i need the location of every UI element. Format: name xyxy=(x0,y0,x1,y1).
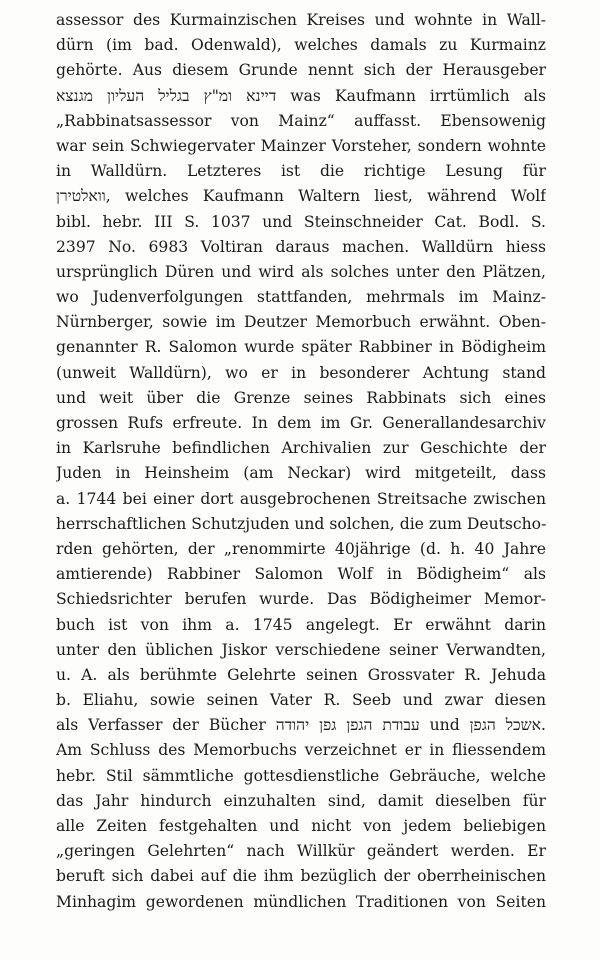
text-line: grossen Rufs erfreute. In dem im Gr. Generallandesarchiv xyxy=(56,414,546,432)
text-line: bibl. hebr. III S. 1037 und Steinschneider Cat. Bodl. S. xyxy=(56,212,546,231)
text-line: rden gehörten, der „renommirte 40jährige (d. h. 40 Jahre xyxy=(56,539,546,558)
text-line: gehörte. Aus diesem Grunde nennt sich der Herausgeber xyxy=(56,61,546,80)
text-line: alle Zeiten festgehalten und nicht von jedem beliebigen xyxy=(56,817,546,835)
text-line: das Jahr hindurch einzuhalten sind, damit dieselben für xyxy=(56,791,546,810)
text-line: wo Judenverfolgungen stattfanden, mehrmals im Mainz- xyxy=(56,288,546,307)
text-line: b. Eliahu, sowie seinen Vater R. Seeb und zwar diesen xyxy=(56,691,546,710)
text-line: u. A. als berühmte Gelehrte seinen Grossvater R. Jehuda xyxy=(56,665,546,684)
text-line: Am Schluss des Memorbuchs verzeichnet er in fliessendem xyxy=(56,741,546,760)
text-line: unter den üblichen Jiskor verschiedene seiner Verwandten, xyxy=(56,640,546,659)
text-line: Schiedsrichter berufen wurde. Das Bödigheimer Memor- xyxy=(56,590,546,609)
text-line: als Verfasser der Bücher עבודת הגפן גפן יהודה und אשכל הגפן. xyxy=(56,716,546,735)
text-line: herrschaftlichen Schutzjuden und solchen, die zum Deutscho- xyxy=(56,514,546,533)
text-line: 2397 No. 6983 Voltiran daraus machen. Walldürn hiess xyxy=(56,237,546,256)
text-line: hebr. Stil sämmtliche gottesdienstliche Gebräuche, welche xyxy=(56,766,546,785)
text-line: (unweit Walldürn), wo er in besonderer Achtung stand xyxy=(56,363,546,382)
text-line: ursprünglich Düren und wird als solches unter den Plätzen, xyxy=(56,262,546,281)
text-line: dürn (im bad. Odenwald), welches damals zu Kurmainz xyxy=(56,36,546,55)
text-line: a. 1744 bei einer dort ausgebrochenen Streitsache zwischen xyxy=(56,489,546,508)
text-line: Minhagim gewordenen mündlichen Traditionen von Seiten xyxy=(56,892,546,911)
text-line: buch ist von ihm a. 1745 angelegt. Er erwähnt darin xyxy=(56,615,546,634)
text-line: in Karlsruhe befindlichen Archivalien zur Geschichte der xyxy=(56,439,546,458)
text-line: in Walldürn. Letzteres ist die richtige Lesung für xyxy=(56,162,546,181)
text-line: Juden in Heinsheim (am Neckar) wird mitgeteilt, dass xyxy=(56,464,546,483)
text-line: Nürnberger, sowie im Deutzer Memorbuch erwähnt. Oben- xyxy=(56,313,546,332)
text-line: „geringen Gelehrten“ nach Willkür geändert werden. Er xyxy=(56,842,546,861)
text-line: beruft sich dabei auf die ihm bezüglich der oberrheinischen xyxy=(56,867,546,886)
text-line: „Rabbinatsassessor von Mainz“ auffasst. Ebensowenig xyxy=(56,111,546,130)
text-line: genannter R. Salomon wurde später Rabbiner in Bödigheim xyxy=(56,338,546,357)
text-line: und weit über die Grenze seines Rabbinats sich eines xyxy=(56,388,546,407)
text-line: דיינא ומ"ץ בגליל העליון מגנצא was Kaufmann irrtümlich als xyxy=(56,86,546,105)
body-text xyxy=(56,8,546,915)
text-line: assessor des Kurmainzischen Kreises und wohnte in Wall- xyxy=(56,11,546,29)
text-line: וואלטירן, welches Kaufmann Waltern liest, während Wolf xyxy=(56,187,546,206)
text-line: amtierende) Rabbiner Salomon Wolf in Bödigheim“ als xyxy=(56,565,546,584)
text-line: war sein Schwiegervater Mainzer Vorsteher, sondern wohnte xyxy=(56,136,546,155)
